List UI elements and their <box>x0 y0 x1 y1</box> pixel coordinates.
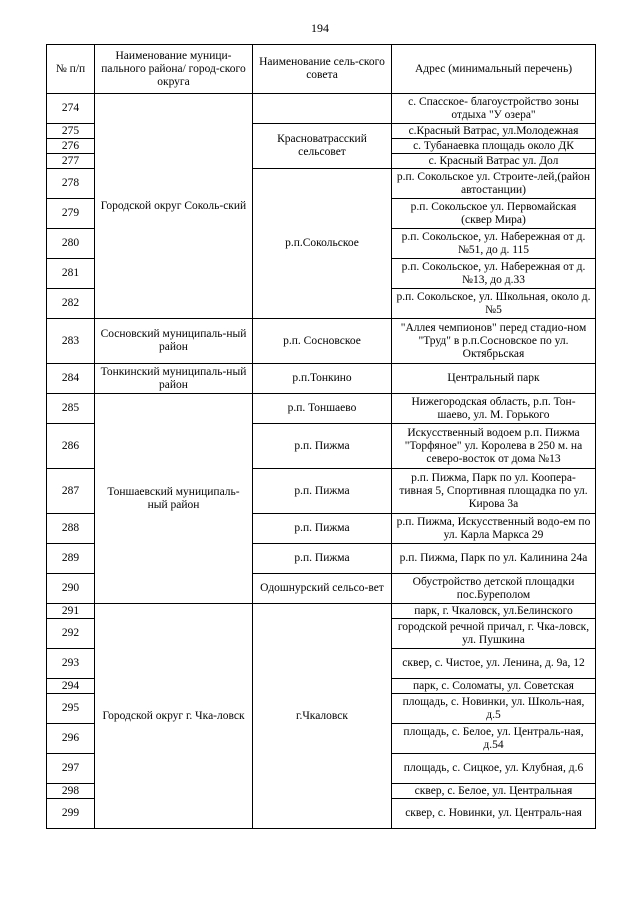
row-number: 278 <box>47 169 95 199</box>
address-cell: сквер, с. Новинки, ул. Централь-ная <box>392 799 596 829</box>
header-district: Наименование муници-пального района/ город-ского округа <box>95 45 253 94</box>
row-number: 280 <box>47 229 95 259</box>
address-cell: парк, г. Чкаловск, ул.Белинского <box>392 604 596 619</box>
council-cell: Одошнурский сельсо-вет <box>253 574 392 604</box>
council-cell: Красноватрасский сельсовет <box>253 124 392 169</box>
council-cell: р.п. Пижма <box>253 469 392 514</box>
row-number: 279 <box>47 199 95 229</box>
address-cell: парк, с. Соломаты, ул. Советская <box>392 679 596 694</box>
district-cell: Городской округ Соколь-ский <box>95 94 253 319</box>
address-cell: р.п. Пижма, Искусственный водо-ем по ул. Карла Маркса 29 <box>392 514 596 544</box>
council-cell: р.п.Тонкино <box>253 364 392 394</box>
row-number: 294 <box>47 679 95 694</box>
address-cell: с. Красный Ватрас ул. Дол <box>392 154 596 169</box>
table-header-row <box>47 45 596 94</box>
table-row <box>47 364 596 394</box>
district-cell: Сосновский муниципаль-ный район <box>95 319 253 364</box>
row-number: 281 <box>47 259 95 289</box>
row-number: 289 <box>47 544 95 574</box>
row-number: 276 <box>47 139 95 154</box>
council-cell: р.п. Тоншаево <box>253 394 392 424</box>
council-cell: р.п. Пижма <box>253 424 392 469</box>
address-cell: Центральный парк <box>392 364 596 394</box>
row-number: 284 <box>47 364 95 394</box>
address-cell: р.п. Сокольское ул. Строите-лей,(район автостанции) <box>392 169 596 199</box>
address-cell: площадь, с. Белое, ул. Централь-ная, д.54 <box>392 724 596 754</box>
header-address: Адрес (минимальный перечень) <box>392 45 596 94</box>
row-number: 286 <box>47 424 95 469</box>
table-row <box>47 604 596 619</box>
address-cell: сквер, с. Белое, ул. Центральная <box>392 784 596 799</box>
row-number: 285 <box>47 394 95 424</box>
row-number: 297 <box>47 754 95 784</box>
address-cell: Искусственный водоем р.п. Пижма "Торфяное" ул. Королева в 250 м. на северо-восток от дома №13 <box>392 424 596 469</box>
row-number: 299 <box>47 799 95 829</box>
locations-table <box>46 44 596 829</box>
row-number: 293 <box>47 649 95 679</box>
row-number: 292 <box>47 619 95 649</box>
address-cell: с. Тубанаевка площадь около ДК <box>392 139 596 154</box>
row-number: 277 <box>47 154 95 169</box>
row-number: 296 <box>47 724 95 754</box>
row-number: 287 <box>47 469 95 514</box>
address-cell: р.п. Сокольское, ул. Набережная от д.№13, до д.33 <box>392 259 596 289</box>
address-cell: площадь, с. Сицкое, ул. Клубная, д.6 <box>392 754 596 784</box>
council-cell <box>253 94 392 124</box>
address-cell: "Аллея чемпионов" перед стадио-ном "Труд" в р.п.Сосновское по ул. Октябрьская <box>392 319 596 364</box>
row-number: 298 <box>47 784 95 799</box>
district-cell: Тоншаевский муниципаль-ный район <box>95 394 253 604</box>
address-cell: с.Красный Ватрас, ул.Молодежная <box>392 124 596 139</box>
district-cell: Тонкинский муниципаль-ный район <box>95 364 253 394</box>
council-cell: г.Чкаловск <box>253 604 392 829</box>
row-number: 290 <box>47 574 95 604</box>
address-cell: Нижегородская область, р.п. Тон-шаево, ул. М. Горького <box>392 394 596 424</box>
table-row <box>47 394 596 424</box>
council-cell: р.п. Пижма <box>253 544 392 574</box>
address-cell: р.п. Сокольское, ул. Набережная от д.№51, до д. 115 <box>392 229 596 259</box>
row-number: 291 <box>47 604 95 619</box>
address-cell: площадь, с. Новинки, ул. Школь-ная, д.5 <box>392 694 596 724</box>
address-cell: р.п. Пижма, Парк по ул. Коопера-тивная 5, Спортивная площадка по ул. Кирова 3а <box>392 469 596 514</box>
council-cell: р.п. Сосновское <box>253 319 392 364</box>
table-row <box>47 319 596 364</box>
row-number: 288 <box>47 514 95 544</box>
address-cell: сквер, с. Чистое, ул. Ленина, д. 9а, 12 <box>392 649 596 679</box>
address-cell: с. Спасское- благоустройство зоны отдыха "У озера" <box>392 94 596 124</box>
address-cell: р.п. Сокольское ул. Первомайская (сквер Мира) <box>392 199 596 229</box>
row-number: 283 <box>47 319 95 364</box>
address-cell: р.п. Сокольское, ул. Школьная, около д.№5 <box>392 289 596 319</box>
row-number: 282 <box>47 289 95 319</box>
address-cell: Обустройство детской площадки пос.Буреполом <box>392 574 596 604</box>
council-cell: р.п.Сокольское <box>253 169 392 319</box>
row-number: 275 <box>47 124 95 139</box>
header-council: Наименование сель-ского совета <box>253 45 392 94</box>
page-number: 194 <box>311 21 329 35</box>
table-row <box>47 94 596 124</box>
address-cell: р.п. Пижма, Парк по ул. Калинина 24а <box>392 544 596 574</box>
district-cell: Городской округ г. Чка-ловск <box>95 604 253 829</box>
row-number: 295 <box>47 694 95 724</box>
address-cell: городской речной причал, г. Чка-ловск, ул. Пушкина <box>392 619 596 649</box>
header-number: № п/п <box>47 45 95 94</box>
council-cell: р.п. Пижма <box>253 514 392 544</box>
row-number: 274 <box>47 94 95 124</box>
